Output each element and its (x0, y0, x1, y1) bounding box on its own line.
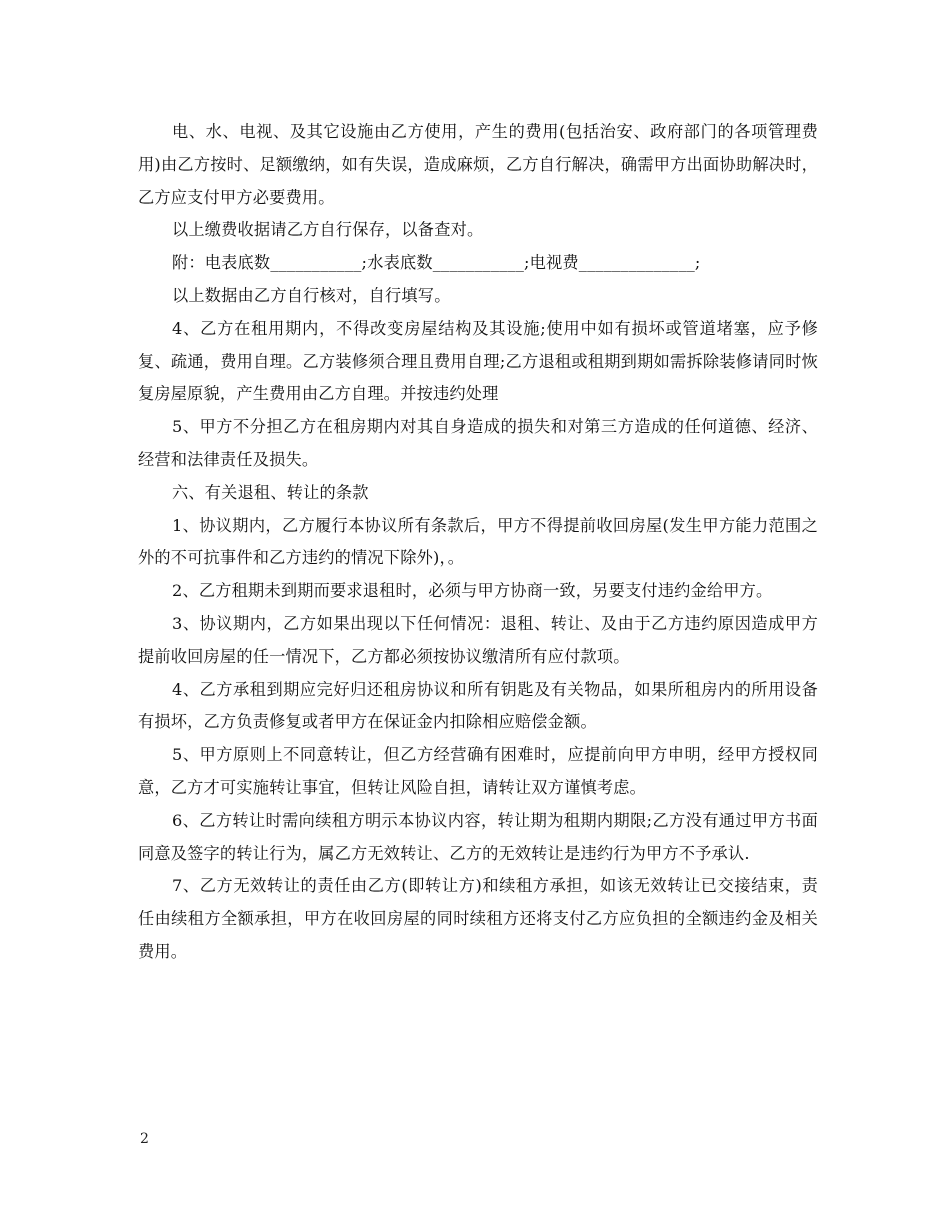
paragraph-data-check: 以上数据由乙方自行核对，自行填写。 (172, 285, 451, 305)
paragraph-termination-5: 5、甲方原则上不同意转让，但乙方经营确有困难时，应提前向甲方申明，经甲方授权同意，乙方才可实施转让事宜，但转让风险自担，请转让双方谨慎考虑。 (138, 745, 818, 797)
paragraph-termination-2: 2、乙方租期未到期而要求退租时，必须与甲方协商一致，另要支付违约金给甲方。 (172, 581, 773, 601)
paragraph-utilities: 电、水、电视、及其它设施由乙方使用，产生的费用(包括治安、政府部门的各项管理费用)由乙方按时、足额缴纳，如有失误，造成麻烦，乙方自行解决，确需甲方出面协助解决时，乙方应支付甲方必要费用。 (138, 122, 818, 207)
paragraph-termination-3: 3、协议期内，乙方如果出现以下任何情况：退租、转让、及由于乙方违约原因造成甲方提前收回房屋的任一情况下，乙方都必须按协议缴清所有应付款项。 (138, 613, 818, 666)
paragraph-meter-readings: 附：电表底数___________;水表底数___________;电视费______________; (172, 253, 701, 273)
paragraph-termination-6: 6、乙方转让时需向续租方明示本协议内容，转让期为租期内期限;乙方没有通过甲方书面同意及签字的转让行为，属乙方无效转让、乙方的无效转让是违约行为甲方不予承认. (138, 810, 818, 863)
paragraph-receipts: 以上缴费收据请乙方自行保存，以备查对。 (172, 220, 484, 240)
paragraph-termination-4: 4、乙方承租到期应完好归还租房协议和所有钥匙及有关物品，如果所租房内的所用设备有损坏，乙方负责修复或者甲方在保证金内扣除相应赔偿金额。 (138, 679, 818, 732)
paragraph-termination-7: 7、乙方无效转让的责任由乙方(即转让方)和续租方承担，如该无效转让已交接结束，责任由续租方全额承担，甲方在收回房屋的同时续租方还将支付乙方应负担的全额违约金及相关费用。 (138, 876, 818, 961)
section-heading-termination-transfer: 六、有关退租、转让的条款 (172, 482, 369, 502)
paragraph-clause-4: 4、乙方在租用期内，不得改变房屋结构及其设施;使用中如有损坏或管道堵塞，应予修复、疏通，费用自理。乙方装修须合理且费用自理;乙方退租或租期到期如需拆除装修请同时恢复房屋原貌，产生费用由乙方自理。并按违约处理 (138, 318, 818, 404)
document-body (138, 116, 818, 969)
paragraph-termination-1: 1、协议期内，乙方履行本协议所有条款后，甲方不得提前收回房屋(发生甲方能力范围之外的不可抗事件和乙方违约的情况下除外)，。 (138, 515, 818, 568)
paragraph-clause-5: 5、甲方不分担乙方在租房期内对其自身造成的损失和对第三方造成的任何道德、经济、经营和法律责任及损失。 (138, 417, 818, 469)
page-number: 2 (140, 1131, 149, 1147)
